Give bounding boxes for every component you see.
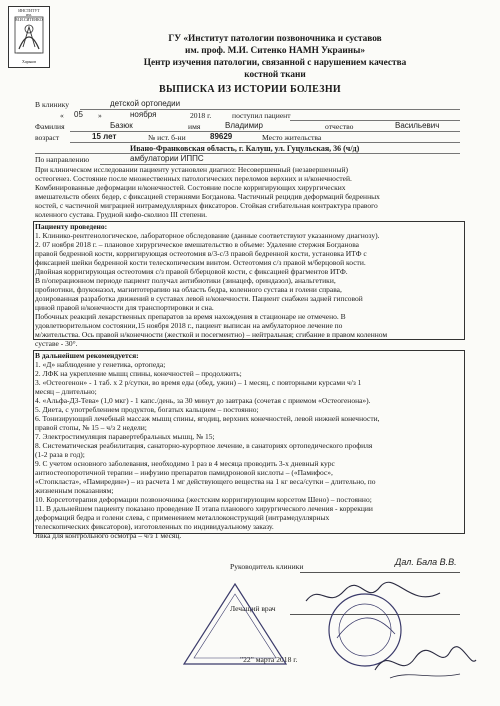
date-day: 05 bbox=[74, 110, 83, 119]
surname-label: Фамилия bbox=[35, 122, 65, 131]
header-line-3: Центр изучения патологии, связанной с нарушением качества bbox=[143, 58, 407, 68]
recommendation-line: 6. Тонизирующий лечебный массаж мышц спины, ягодиц, верхних конечностей, левой нижней конечности, bbox=[35, 414, 380, 423]
procedure-line: Побочных реакций лекарственных препаратов за время нахождения в стационаре не отмечено. В bbox=[35, 312, 346, 321]
referral-label: По направлению bbox=[35, 155, 90, 164]
address-value: Ивано-Франковская область, г. Калуш, ул. Гуцульская, 36 (ч/д) bbox=[130, 144, 360, 153]
history-value: 89629 bbox=[210, 132, 233, 141]
recommendation-line: 10. Корсетотерапия деформации позвоночника (жестским корригирующим корсетом Шено) – постоянно; bbox=[35, 495, 372, 504]
recommendation-line: (1-2 раза в год); bbox=[35, 450, 85, 459]
recommendation-line: 7. Электростимуляция паравертебральных мышц, № 15; bbox=[35, 432, 215, 441]
diagnosis-line: коленного сустава. Грудной кифо-сколиоз III степени. bbox=[35, 210, 207, 219]
procedure-line: 1. Клинико-рентгенологическое, лабораторное обследование (данные соответствуют указанному диагнозу). bbox=[35, 231, 380, 240]
procedure-line: м/жительства. Ось правой н/конечности (жесткой и посегментно) – нейтральная; сгибание в правом коленном bbox=[35, 330, 388, 339]
header-line-4: костной ткани bbox=[244, 70, 306, 80]
procedure-line: Двойная корригирующая остеотомия с/з правой б/берцовой кости, с фиксацией фрагментов ИТФ. bbox=[35, 267, 348, 276]
institution-header bbox=[90, 33, 460, 81]
head-label: Руководитель клиники bbox=[230, 562, 304, 571]
residence-label: Место жительства bbox=[262, 133, 322, 142]
surname-value: Базюк bbox=[110, 121, 133, 130]
procedure-line: пробиотики, флуконазол, магнитотерапию на область бедра, коленного сустава и голени справа, bbox=[35, 285, 342, 294]
to-clinic-value: детской ортопедии bbox=[110, 99, 181, 108]
diagnosis-line: остеогенез. Состояние после множественных патологических переломов верхних и н/конечностей. bbox=[35, 174, 352, 183]
procedure-line: удовлетворительном состоянии,15 ноября 2018 г., пациент выписан на амбулаторное лечение по bbox=[35, 321, 343, 330]
name-label: имя bbox=[188, 122, 201, 131]
name-value: Владимир bbox=[225, 121, 264, 130]
recommendation-line: деформаций бедра и голени слева, с применением металлоконструкций (интрамедуллярных bbox=[35, 513, 330, 522]
header-line-2: им. проф. М.И. Ситенко НАМН Украины» bbox=[184, 46, 366, 56]
recommendations-title: В дальнейшем рекомендуется: bbox=[35, 351, 139, 360]
recommendation-line: 8. Систематическая реабилитация, санаторно-курортное лечение, в санаториях ортопедического профиля bbox=[35, 441, 373, 450]
procedure-line: В п/операционном периоде пациент получал антибиотики (зинацеф, ориндазол), анальгетики, bbox=[35, 276, 336, 285]
triangle-stamp-icon bbox=[180, 580, 290, 670]
signature-date: "22" марта 2018 г. bbox=[240, 655, 298, 664]
recommendation-line: 11. В дальнейшем пациенту показано проведение II этапа планового хирургического лечения - коррекции bbox=[35, 504, 373, 513]
doctor-signature-icon bbox=[370, 640, 480, 685]
document-title: ВЫПИСКА ИЗ ИСТОРИИ БОЛЕЗНИ bbox=[159, 84, 341, 95]
recommendation-line: «Стопкласта», «Памиредин») – из расчета 1 мг действующего вещества на 1 кг веса/сутки – длительно, по bbox=[35, 477, 376, 486]
to-clinic-label: В клинику bbox=[35, 100, 70, 109]
recommendation-line: 2. ЛФК на укрепление мышц спины, конечностей – продолжить; bbox=[35, 369, 242, 378]
header-line-1: ГУ «Институт патологии позвоночника и суставов bbox=[168, 34, 382, 44]
recommendation-line: 1. «Д» наблюдение у генетика, ортопеда; bbox=[35, 360, 166, 369]
date-year: 2018 г. bbox=[190, 111, 212, 120]
logo-text-top: ИНСТИТУТ bbox=[18, 8, 40, 13]
patronymic-value: Васильевич bbox=[395, 121, 440, 130]
procedure-line: дозированная разработка движений в суставах левой н/конечности. Пациент снабжен задней гипсовой bbox=[35, 294, 363, 303]
referral-value: амбулатории ИППС bbox=[130, 154, 204, 163]
procedure-line: фиксацией шейки бедренной кости телескопическим винтом. Остеотомия с/з правой м/берцовой кости. bbox=[35, 258, 366, 267]
recommendation-line: Явка для контрольного осмотра – ч/з 1 месяц. bbox=[35, 531, 182, 540]
recommendation-line: 5. Диета, с употреблением продуктов, богатых кальцием – постоянно; bbox=[35, 405, 259, 414]
procedure-line: правой бедренной кости, корригирующая остеотомия в/3-с/3 правой бедренной кости, установка ИТФ с bbox=[35, 249, 367, 258]
admitted-label: поступил пациент bbox=[232, 111, 291, 120]
head-signature-name: Дал. Бала В.В. bbox=[395, 557, 457, 567]
logo-text-sub: им. М.И.СИТЕНКО bbox=[15, 12, 43, 22]
recommendation-line: антиостеопоротичной терапии – инфузию препаратов памидроновой кислоты – («Памифос», bbox=[35, 468, 333, 477]
procedure-line: циной правой н/конечности для транспортировки и сна. bbox=[35, 303, 214, 312]
diagnosis-line: При клиническом исследовании пациенту установлен диагноз: Несовершенный (незавершенный) bbox=[35, 165, 348, 174]
diagnosis-line: Комбинированные деформации н/конечностей. Состояние после корригирующих хирургических bbox=[35, 183, 346, 192]
history-label: № ист. б-ни bbox=[148, 133, 186, 142]
recommendation-line: 9. С учетом основного заболевания, необходимо 1 раз в 4 месяца проводить 3-х дневный курс bbox=[35, 459, 335, 468]
procedures-title: Пациенту проведено: bbox=[35, 222, 108, 231]
diagnosis-line: вмешательств обеих бедер, с фиксацией стержнями Богданова. Частичный рецидив деформаций бедренных bbox=[35, 192, 380, 201]
institute-logo bbox=[8, 6, 50, 68]
head-signature-icon bbox=[300, 575, 450, 615]
recommendation-line: 3. «Остеогенон» - 1 таб. х 2 р/сутки, во время еды (обед, ужин) – 1 месяц, с повторными курсами ч/з 1 bbox=[35, 378, 362, 387]
doctor-label: Лечащий врач bbox=[230, 604, 276, 613]
date-month: ноября bbox=[130, 110, 157, 119]
recommendation-line: 4. «Альфа-Д3-Тева» (1,0 мкг) - 1 капс./день, за 30 минут до завтрака (сочетая с приемом «Остеогенона»). bbox=[35, 396, 371, 405]
date-quote-close: » bbox=[98, 111, 102, 120]
recommendation-line: телескопических фиксаторов), изготовленных по индивидуальному заказу. bbox=[35, 522, 274, 531]
age-label: возраст bbox=[35, 133, 60, 142]
procedure-line: суставе - 30°. bbox=[35, 339, 78, 348]
procedure-line: 2. 07 ноября 2018 г. – плановое хирургическое вмешательство в объеме: Удаление стержня Богданова bbox=[35, 240, 359, 249]
recommendation-line: жизненным показаниям; bbox=[35, 486, 114, 495]
recommendation-line: правой стопы, № 15 – ч/з 2 недели; bbox=[35, 423, 147, 432]
logo-text-city: Харьков bbox=[21, 59, 37, 64]
patronymic-label: отчество bbox=[325, 122, 354, 131]
date-quote-open: « bbox=[60, 111, 64, 120]
age-value: 15 лет bbox=[92, 132, 117, 141]
recommendation-line: месяц – длительно; bbox=[35, 387, 97, 396]
diagnosis-line: костей, с частичной миграцией интрамедуллярных фиксаторов. Стойкая сгибательная контрактура правого bbox=[35, 201, 378, 210]
